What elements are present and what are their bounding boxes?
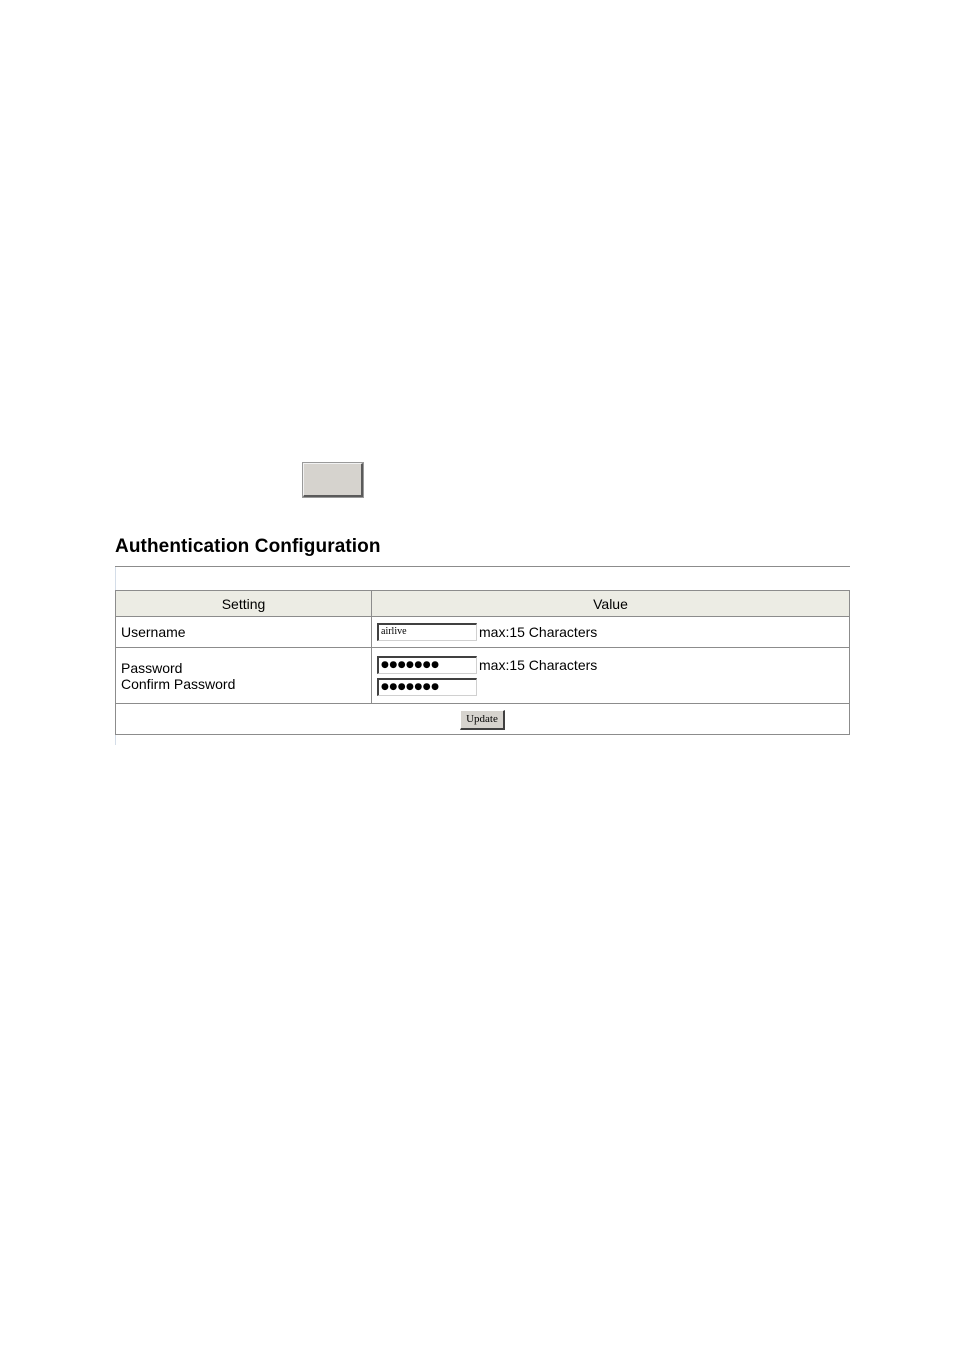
table-header-row: [116, 591, 850, 617]
password-label-cell: [116, 648, 372, 704]
password-max-hint: max:15 Characters: [479, 657, 598, 674]
confirm-password-input[interactable]: ●●●●●●●: [377, 678, 477, 696]
username-max-hint: max:15 Characters: [479, 624, 598, 641]
password-value-cell: [372, 648, 850, 704]
column-header-value: Value: [372, 591, 850, 617]
username-input[interactable]: airlive: [377, 623, 477, 641]
username-value-cell: [372, 617, 850, 648]
title-divider: [115, 566, 850, 567]
username-label: Username: [121, 624, 186, 640]
confirm-password-label: Confirm Password: [121, 675, 236, 692]
blank-button[interactable]: [303, 463, 363, 497]
table-row-update: [116, 704, 850, 735]
password-input[interactable]: ●●●●●●●: [377, 656, 477, 674]
password-line: [377, 654, 849, 675]
table-row-username: [116, 617, 850, 648]
table-row-password: [116, 648, 850, 704]
page-title: Authentication Configuration: [115, 536, 381, 557]
password-label: Password: [121, 659, 183, 676]
authentication-table: [115, 590, 850, 735]
column-header-setting: Setting: [116, 591, 372, 617]
update-cell: [116, 704, 850, 735]
confirm-password-line: [377, 676, 849, 697]
username-label-cell: [116, 617, 372, 648]
update-button[interactable]: Update: [460, 710, 505, 730]
